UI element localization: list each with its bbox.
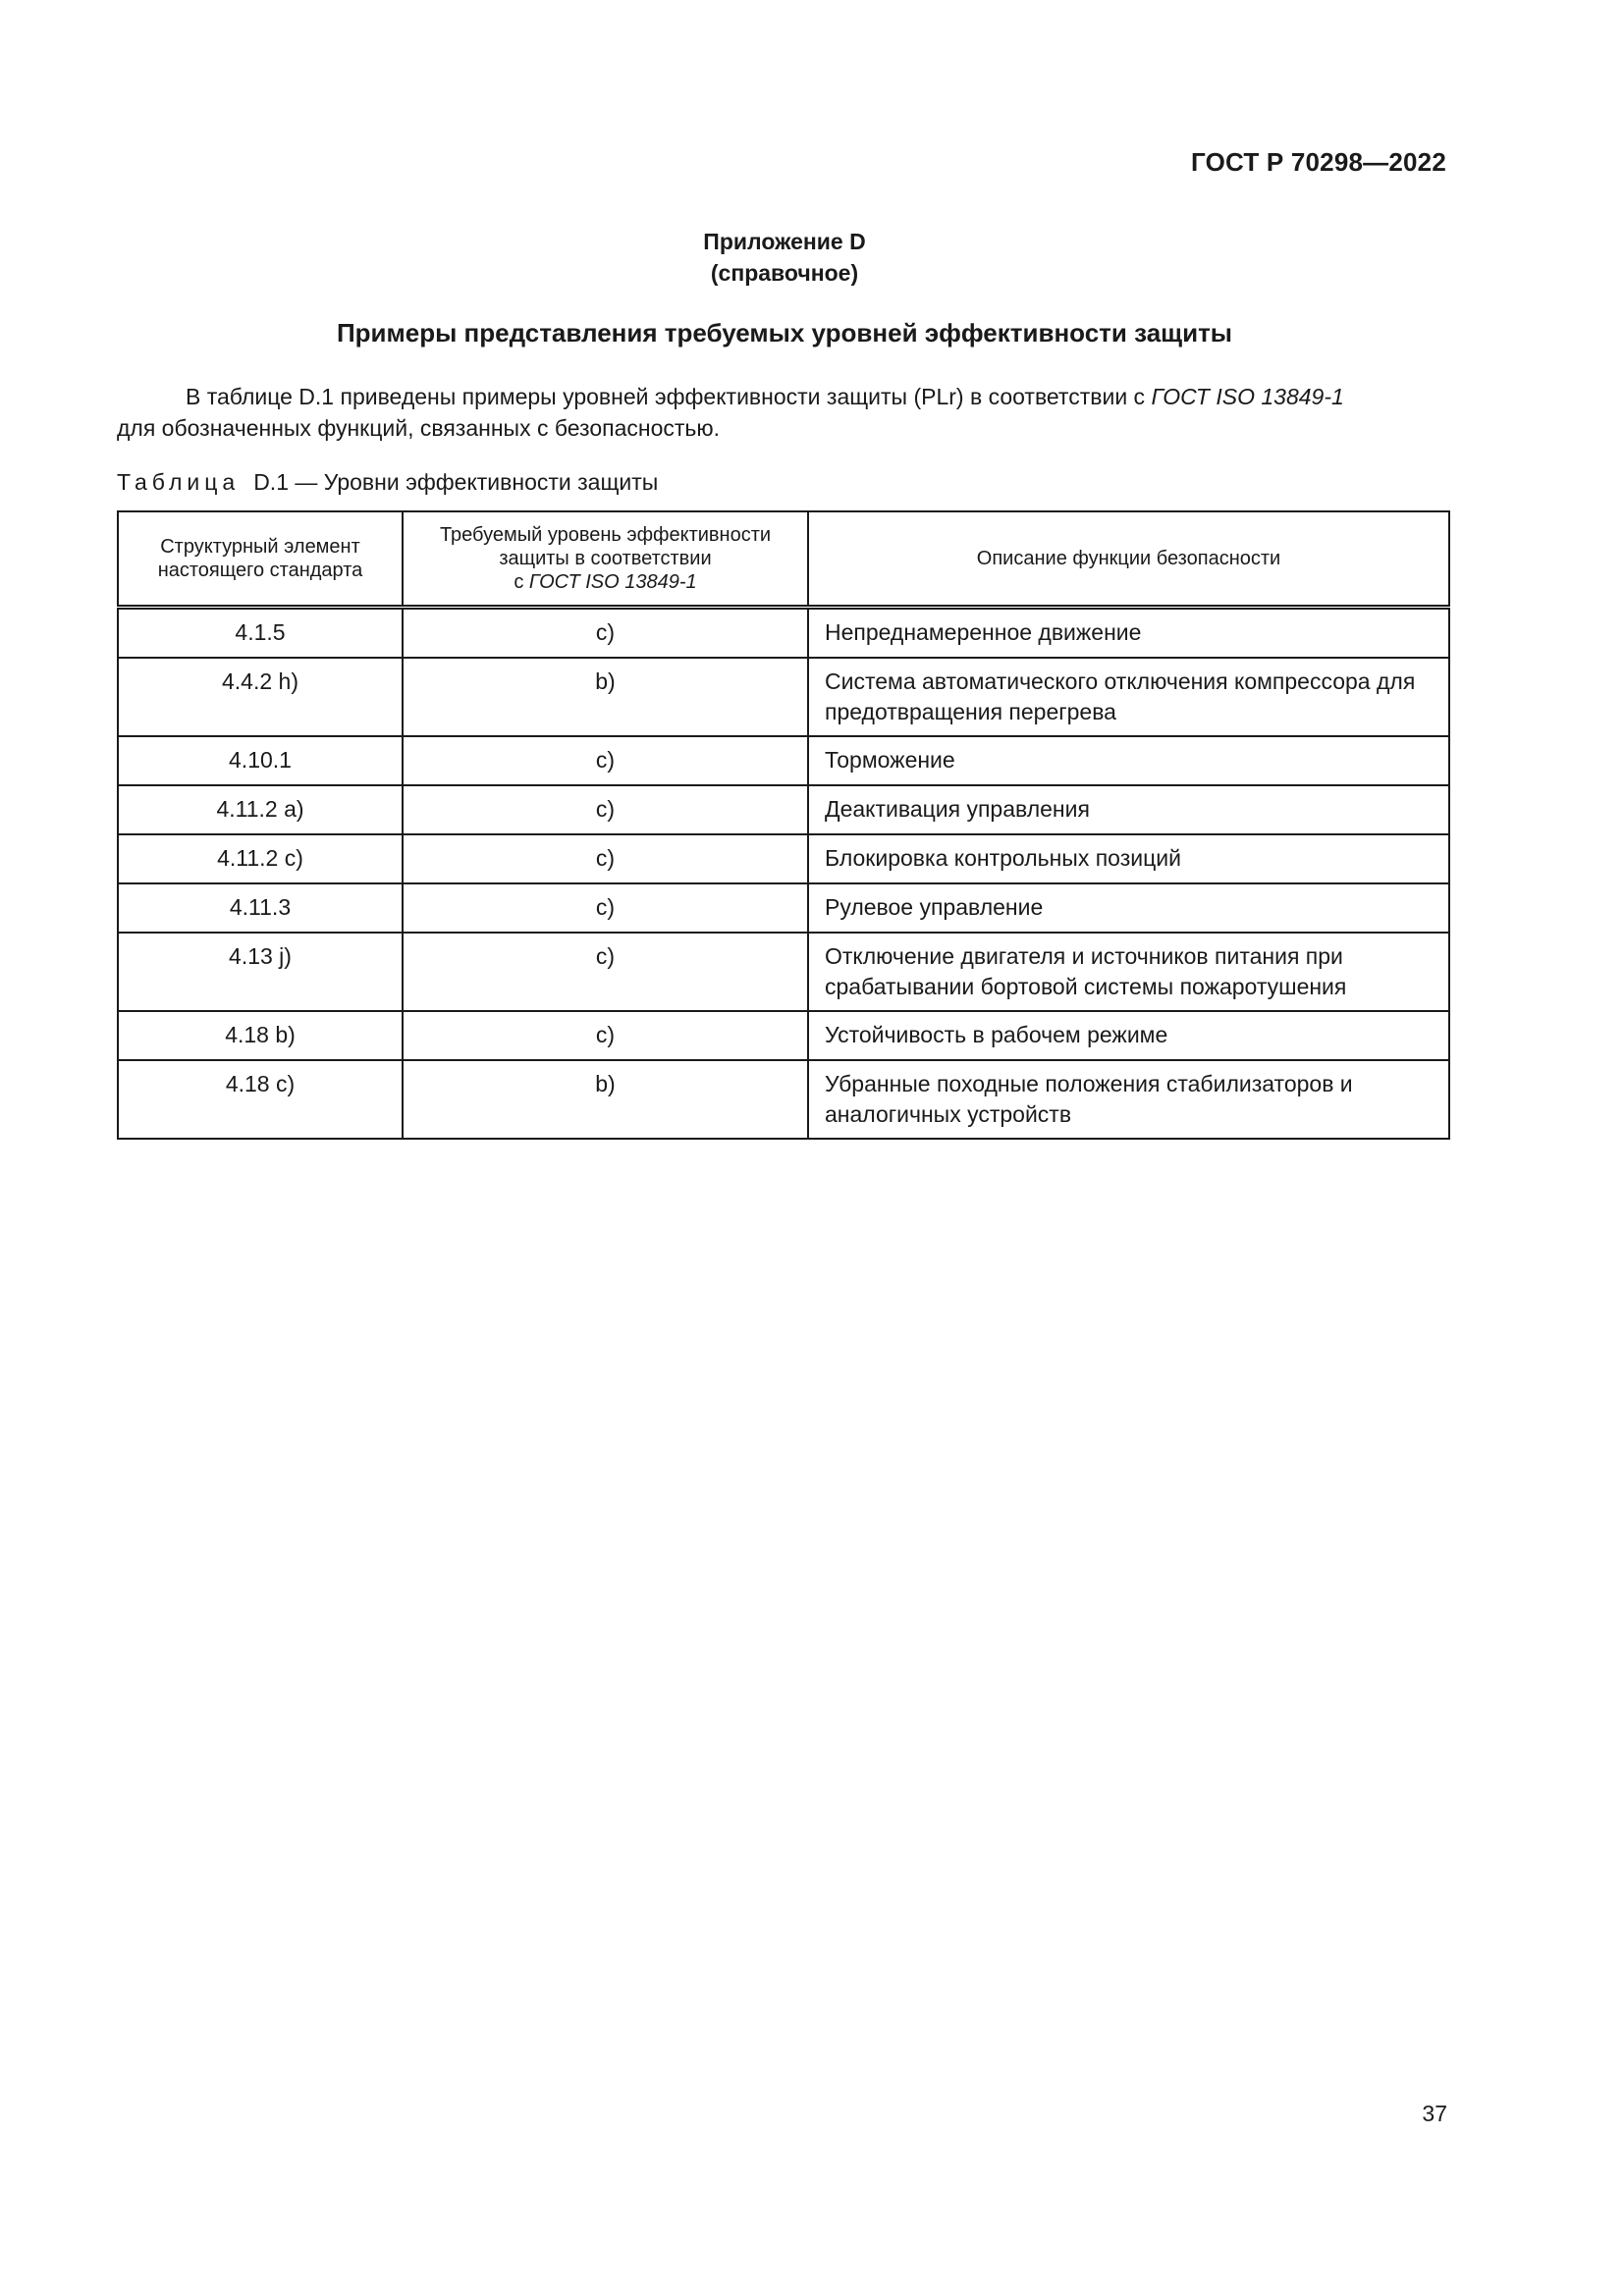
cell-function-description: Блокировка контрольных позиций xyxy=(808,834,1449,883)
cell-structural-element: 4.11.3 xyxy=(118,883,403,933)
cell-structural-element: 4.1.5 xyxy=(118,608,403,659)
appendix-heading xyxy=(0,226,1569,289)
intro-text-part1: В таблице D.1 приведены примеры уровней эффективности защиты (PLr) в соответствии с xyxy=(186,384,1152,409)
cell-structural-element: 4.13 j) xyxy=(118,933,403,1011)
cell-required-level: c) xyxy=(403,834,808,883)
header-structural-element: Структурный элемент настоящего стандарта xyxy=(118,511,403,608)
cell-structural-element: 4.11.2 c) xyxy=(118,834,403,883)
section-title: Примеры представления требуемых уровней эффективности защиты xyxy=(336,318,1233,347)
table-row xyxy=(118,883,1449,933)
table-row xyxy=(118,736,1449,785)
intro-standard-ref: ГОСТ ISO 13849-1 xyxy=(1151,384,1344,409)
cell-structural-element: 4.4.2 h) xyxy=(118,658,403,736)
table-row xyxy=(118,1011,1449,1060)
cell-required-level: c) xyxy=(403,736,808,785)
table-row xyxy=(118,933,1449,1011)
protection-levels-table xyxy=(117,510,1450,1140)
cell-function-description: Отключение двигателя и источников питания при срабатывании бортовой системы пожаротушения xyxy=(808,933,1449,1011)
table-row xyxy=(118,1060,1449,1139)
cell-required-level: b) xyxy=(403,1060,808,1139)
cell-structural-element: 4.18 c) xyxy=(118,1060,403,1139)
cell-required-level: c) xyxy=(403,883,808,933)
appendix-label: Приложение D xyxy=(703,229,866,254)
table-caption-text: D.1 — Уровни эффективности защиты xyxy=(253,469,659,495)
cell-required-level: c) xyxy=(403,1011,808,1060)
table-caption xyxy=(117,469,658,496)
intro-text-part2: для обозначенных функций, связанных с безопасностью. xyxy=(117,415,721,441)
page-number: 37 xyxy=(1422,2101,1447,2126)
table-row xyxy=(118,608,1449,659)
cell-function-description: Торможение xyxy=(808,736,1449,785)
cell-required-level: c) xyxy=(403,608,808,659)
intro-paragraph xyxy=(117,381,1448,444)
cell-required-level: c) xyxy=(403,933,808,1011)
cell-function-description: Рулевое управление xyxy=(808,883,1449,933)
table-header-row xyxy=(118,511,1449,608)
cell-structural-element: 4.11.2 a) xyxy=(118,785,403,834)
cell-structural-element: 4.18 b) xyxy=(118,1011,403,1060)
table-row xyxy=(118,785,1449,834)
appendix-type: (справочное) xyxy=(710,260,859,286)
table-row xyxy=(118,658,1449,736)
header-required-level: Требуемый уровень эффективности защиты в соответствии с ГОСТ ISO 13849-1 xyxy=(403,511,808,608)
cell-function-description: Устойчивость в рабочем режиме xyxy=(808,1011,1449,1060)
cell-function-description: Деактивация управления xyxy=(808,785,1449,834)
cell-required-level: c) xyxy=(403,785,808,834)
cell-function-description: Система автоматического отключения компрессора для предотвращения перегрева xyxy=(808,658,1449,736)
document-code: ГОСТ Р 70298—2022 xyxy=(1191,147,1446,177)
header-standard-ref: ГОСТ ISO 13849-1 xyxy=(528,571,697,593)
cell-function-description: Непреднамеренное движение xyxy=(808,608,1449,659)
cell-function-description: Убранные походные положения стабилизаторов и аналогичных устройств xyxy=(808,1060,1449,1139)
table-row xyxy=(118,834,1449,883)
cell-required-level: b) xyxy=(403,658,808,736)
cell-structural-element: 4.10.1 xyxy=(118,736,403,785)
header-function-description: Описание функции безопасности xyxy=(808,511,1449,608)
table-caption-word: Таблица xyxy=(117,469,241,495)
